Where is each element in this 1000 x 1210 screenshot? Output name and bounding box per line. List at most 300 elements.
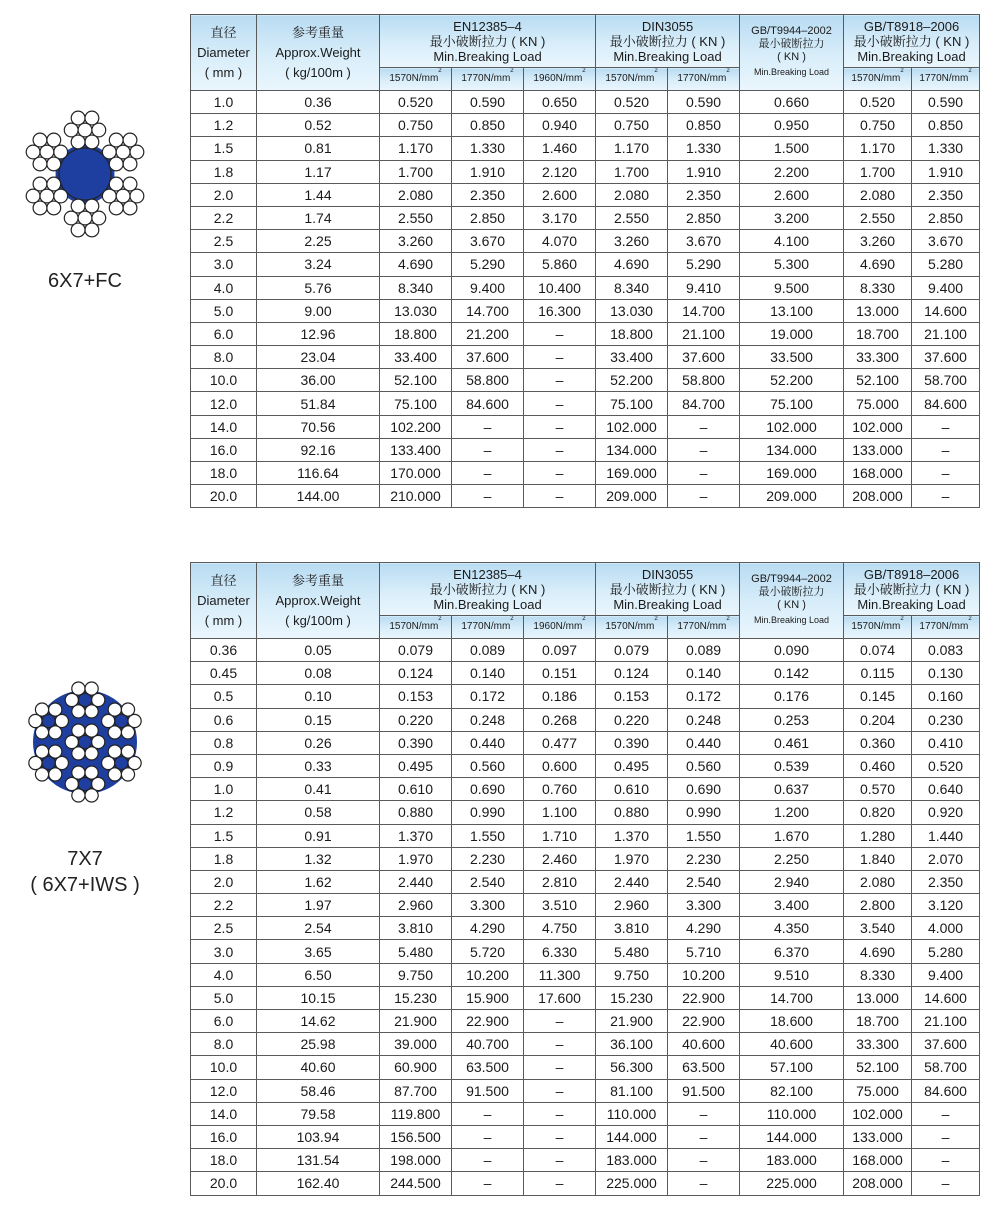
table-cell: – [668, 485, 740, 508]
table-cell: – [668, 438, 740, 461]
table-cell: 70.56 [257, 415, 380, 438]
table-cell: 0.079 [596, 639, 668, 662]
table-cell: 1.280 [844, 824, 912, 847]
table-row [191, 160, 980, 183]
table-cell: 3.65 [257, 940, 380, 963]
table-cell: 20.0 [191, 485, 257, 508]
table-row [191, 462, 980, 485]
table-cell: – [524, 392, 596, 415]
table-cell: 2.230 [452, 847, 524, 870]
table-cell: 1.500 [740, 137, 844, 160]
table-cell: 0.253 [740, 708, 844, 731]
table-row [191, 230, 980, 253]
table-cell: 3.260 [844, 230, 912, 253]
wire-strand-icon [116, 145, 130, 159]
table-cell: 0.990 [668, 801, 740, 824]
table-cell: 0.268 [524, 708, 596, 731]
table-cell: 0.880 [596, 801, 668, 824]
table-row [191, 114, 980, 137]
table-cell: 0.124 [380, 662, 452, 685]
table-cell: 75.100 [596, 392, 668, 415]
header-line: 参考重量 [291, 572, 344, 588]
rope-caption: 6X7+FC [48, 270, 122, 292]
grade-header-g1770 [452, 68, 524, 91]
grade-unit-exponent: 2 [510, 616, 514, 622]
table-row [191, 639, 980, 662]
table-cell: 10.200 [668, 963, 740, 986]
table-cell: 9.400 [452, 276, 524, 299]
table-cell: 82.100 [740, 1079, 844, 1102]
table-cell: – [452, 438, 524, 461]
table-cell: 22.900 [668, 986, 740, 1009]
table-cell: 0.5 [191, 685, 257, 708]
header-line: 直径 [210, 24, 237, 40]
table-cell: 0.560 [452, 754, 524, 777]
table-cell: 9.750 [380, 963, 452, 986]
table-cell: 2.600 [740, 183, 844, 206]
table-cell: 0.91 [257, 824, 380, 847]
table-cell: 33.300 [844, 346, 912, 369]
table-cell: – [524, 1079, 596, 1102]
header-din3055 [596, 15, 740, 68]
table-cell: 0.750 [596, 114, 668, 137]
wire-strand-icon [116, 189, 130, 203]
table-cell: 21.100 [668, 322, 740, 345]
table-cell: 12.0 [191, 392, 257, 415]
core-icon [78, 735, 91, 748]
grade-value: 1770N/mm [677, 621, 727, 632]
table-row [191, 1079, 980, 1102]
table-cell: 0.560 [668, 754, 740, 777]
table-cell: 5.720 [452, 940, 524, 963]
table-cell: 8.330 [844, 963, 912, 986]
header-line: Min.Breaking Load [433, 48, 542, 64]
table-cell: – [668, 1102, 740, 1125]
table-cell: 9.750 [596, 963, 668, 986]
table-cell: 1.0 [191, 91, 257, 114]
header-line: DIN3055 [641, 18, 694, 34]
table-cell: 1.8 [191, 160, 257, 183]
table-cell: 8.0 [191, 346, 257, 369]
table-cell: 0.33 [257, 754, 380, 777]
table-cell: 2.0 [191, 183, 257, 206]
table-cell: 5.0 [191, 986, 257, 1009]
wire-strand-icon [40, 189, 54, 203]
table-cell: 1.330 [912, 137, 980, 160]
table-cell: 0.172 [452, 685, 524, 708]
table-cell: 1.170 [380, 137, 452, 160]
table-cell: 0.186 [524, 685, 596, 708]
table-cell: 225.000 [740, 1172, 844, 1195]
table-cell: 0.230 [912, 708, 980, 731]
header-diameter [191, 15, 257, 91]
table-cell: 133.000 [844, 438, 912, 461]
table-cell: 10.0 [191, 1056, 257, 1079]
table-cell: 33.400 [596, 346, 668, 369]
table-cell: – [524, 1125, 596, 1148]
table-row [191, 485, 980, 508]
table-cell: 2.54 [257, 917, 380, 940]
table-cell: 0.610 [596, 778, 668, 801]
rope-cross-section-6x7fc [0, 104, 170, 294]
table-cell: 198.000 [380, 1149, 452, 1172]
grade-value: 1960N/mm [533, 621, 583, 632]
table-cell: 11.300 [524, 963, 596, 986]
table-cell: 2.960 [596, 894, 668, 917]
table-cell: 14.600 [912, 986, 980, 1009]
table-cell: 169.000 [596, 462, 668, 485]
table-cell: 6.370 [740, 940, 844, 963]
table-cell: 1.62 [257, 870, 380, 893]
table-cell: 1.370 [380, 824, 452, 847]
table-cell: 21.900 [380, 1010, 452, 1033]
grade-header-g1570 [380, 616, 452, 639]
header-line: ( KN ) [777, 599, 806, 611]
table-cell: 2.540 [452, 870, 524, 893]
table-cell: 0.142 [740, 662, 844, 685]
table-cell: 16.300 [524, 299, 596, 322]
table-cell: 4.0 [191, 963, 257, 986]
table-cell: 63.500 [668, 1056, 740, 1079]
table-cell: – [452, 462, 524, 485]
table-cell: – [668, 1172, 740, 1195]
table-cell: 21.200 [452, 322, 524, 345]
table-cell: – [524, 1033, 596, 1056]
table-cell: 40.700 [452, 1033, 524, 1056]
table-cell: 21.900 [596, 1010, 668, 1033]
table-cell: 3.200 [740, 206, 844, 229]
table-cell: 9.400 [912, 963, 980, 986]
header-line: Diameter [197, 44, 250, 60]
grade-header-g1960 [524, 68, 596, 91]
table-cell: 19.000 [740, 322, 844, 345]
rope-cross-section-7x7 [0, 672, 170, 898]
table-cell: 119.800 [380, 1102, 452, 1125]
table-cell: – [912, 438, 980, 461]
table-cell: 0.660 [740, 91, 844, 114]
grade-header-g1770 [668, 68, 740, 91]
table-cell: 1.970 [380, 847, 452, 870]
table-cell: 5.480 [380, 940, 452, 963]
table-cell: 91.500 [668, 1079, 740, 1102]
grade-header-g1770 [452, 616, 524, 639]
table-cell: 0.850 [912, 114, 980, 137]
table-cell: 0.539 [740, 754, 844, 777]
table-cell: 22.900 [668, 1010, 740, 1033]
table-cell: – [524, 369, 596, 392]
table-row [191, 894, 980, 917]
table-cell: 2.350 [668, 183, 740, 206]
table-cell: 4.290 [452, 917, 524, 940]
table-cell: 52.100 [844, 369, 912, 392]
table-cell: 3.670 [912, 230, 980, 253]
table-cell: 169.000 [740, 462, 844, 485]
table-cell: 15.230 [596, 986, 668, 1009]
table-cell: 0.15 [257, 708, 380, 731]
table-cell: 5.76 [257, 276, 380, 299]
table-cell: 134.000 [740, 438, 844, 461]
table-cell: 9.00 [257, 299, 380, 322]
table-cell: – [912, 1149, 980, 1172]
header-line: GB/T8918–2006 [863, 566, 960, 582]
header-line: GB/T9944–2002 [751, 25, 832, 37]
table-cell: 2.810 [524, 870, 596, 893]
table-cell: 81.100 [596, 1079, 668, 1102]
table-cell: 0.26 [257, 731, 380, 754]
header-din3055 [596, 563, 740, 616]
table-cell: 40.600 [668, 1033, 740, 1056]
table-cell: 3.0 [191, 940, 257, 963]
table-cell: 0.10 [257, 685, 380, 708]
table-cell: 0.145 [844, 685, 912, 708]
header-line: Min.Breaking Load [613, 48, 722, 64]
table-cell: 168.000 [844, 462, 912, 485]
table-cell: 0.58 [257, 801, 380, 824]
table-cell: 10.200 [452, 963, 524, 986]
core-icon [78, 777, 91, 790]
table-cell: 0.05 [257, 639, 380, 662]
table-cell: 56.300 [596, 1056, 668, 1079]
table-cell: 25.98 [257, 1033, 380, 1056]
table-cell: 162.40 [257, 1172, 380, 1195]
table-cell: 0.760 [524, 778, 596, 801]
rope-caption-sub: ( 6X7+IWS ) [30, 874, 140, 896]
table-cell: 0.176 [740, 685, 844, 708]
table-cell: 1.200 [740, 801, 844, 824]
table-cell: 209.000 [740, 485, 844, 508]
table-cell: 2.460 [524, 847, 596, 870]
table-cell: 84.600 [452, 392, 524, 415]
rope-caption-main: 7X7 [67, 848, 103, 870]
table-cell: 4.290 [668, 917, 740, 940]
table-cell: 170.000 [380, 462, 452, 485]
table-cell: 0.079 [380, 639, 452, 662]
table-cell: 0.090 [740, 639, 844, 662]
core-icon [78, 693, 91, 706]
table-cell: 8.340 [596, 276, 668, 299]
table-cell: 13.100 [740, 299, 844, 322]
table-cell: 0.248 [452, 708, 524, 731]
table-cell: 1.910 [912, 160, 980, 183]
table-cell: 10.0 [191, 369, 257, 392]
table-cell: 0.36 [257, 91, 380, 114]
table-cell: 2.550 [380, 206, 452, 229]
table-cell: 102.000 [740, 415, 844, 438]
table-cell: 3.260 [380, 230, 452, 253]
table-cell: 52.100 [844, 1056, 912, 1079]
table-cell: 102.200 [380, 415, 452, 438]
table-row [191, 870, 980, 893]
table-cell: 0.950 [740, 114, 844, 137]
grade-value: 1770N/mm [461, 73, 511, 84]
table-cell: 15.900 [452, 986, 524, 1009]
table-cell: 1.32 [257, 847, 380, 870]
table-cell: 3.670 [452, 230, 524, 253]
table-cell: 0.151 [524, 662, 596, 685]
table-cell: 14.700 [740, 986, 844, 1009]
table-cell: 39.000 [380, 1033, 452, 1056]
table-cell: 1.2 [191, 114, 257, 137]
table-cell: – [452, 485, 524, 508]
table-cell: 58.800 [452, 369, 524, 392]
grade-unit-exponent: 2 [968, 616, 972, 622]
table-row [191, 369, 980, 392]
header-line: ( mm ) [204, 612, 243, 628]
table-cell: 9.510 [740, 963, 844, 986]
grade-unit-exponent: 2 [654, 68, 658, 74]
spec-table-6x7fc [190, 14, 980, 508]
table-cell: 3.510 [524, 894, 596, 917]
table-cell: 1.700 [380, 160, 452, 183]
table-cell: 1.910 [452, 160, 524, 183]
grade-header-g1960 [524, 616, 596, 639]
grade-unit-exponent: 2 [900, 616, 904, 622]
table-cell: 134.000 [596, 438, 668, 461]
table-cell: 0.640 [912, 778, 980, 801]
table-cell: 1.74 [257, 206, 380, 229]
table-cell: 0.097 [524, 639, 596, 662]
table-cell: 1.970 [596, 847, 668, 870]
table-cell: 0.850 [452, 114, 524, 137]
table-cell: 0.520 [844, 91, 912, 114]
table-cell: – [452, 1149, 524, 1172]
table-cell: 1.700 [596, 160, 668, 183]
table-cell: 0.074 [844, 639, 912, 662]
table-cell: 9.400 [912, 276, 980, 299]
table-cell: 8.340 [380, 276, 452, 299]
header-row [191, 563, 980, 616]
table-cell: 5.280 [912, 253, 980, 276]
table-cell: 2.540 [668, 870, 740, 893]
table-cell: 1.910 [668, 160, 740, 183]
table-cell: 13.000 [844, 299, 912, 322]
core-icon [115, 714, 128, 727]
table-cell: 84.700 [668, 392, 740, 415]
header-line: 参考重量 [291, 24, 344, 40]
table-cell: 0.153 [380, 685, 452, 708]
table-cell: 3.810 [380, 917, 452, 940]
table-cell: 14.700 [452, 299, 524, 322]
table-cell: – [452, 1172, 524, 1195]
table-cell: 52.200 [596, 369, 668, 392]
table-cell: 1.97 [257, 894, 380, 917]
table-cell: 13.000 [844, 986, 912, 1009]
header-line: Approx.Weight [275, 44, 361, 60]
table-cell: 2.2 [191, 206, 257, 229]
table-cell: 18.700 [844, 322, 912, 345]
table-cell: – [524, 346, 596, 369]
table-cell: 58.800 [668, 369, 740, 392]
table-cell: – [912, 1102, 980, 1125]
table-cell: 10.15 [257, 986, 380, 1009]
table-row [191, 940, 980, 963]
table-cell: 33.300 [844, 1033, 912, 1056]
table-cell: 6.0 [191, 322, 257, 345]
table-cell: 4.690 [844, 253, 912, 276]
table-cell: 0.690 [452, 778, 524, 801]
table-cell: 0.990 [452, 801, 524, 824]
table-cell: 0.610 [380, 778, 452, 801]
header-en12385 [380, 563, 596, 616]
header-line: Min.Breaking Load [613, 596, 722, 612]
table-cell: 8.330 [844, 276, 912, 299]
table-cell: 40.600 [740, 1033, 844, 1056]
table-row [191, 1102, 980, 1125]
core-icon [115, 756, 128, 769]
table-cell: 3.0 [191, 253, 257, 276]
table-cell: 3.670 [668, 230, 740, 253]
table-cell: 2.350 [912, 870, 980, 893]
table-cell: 23.04 [257, 346, 380, 369]
table-cell: 0.440 [668, 731, 740, 754]
table-cell: 58.46 [257, 1079, 380, 1102]
table-cell: 5.860 [524, 253, 596, 276]
table-cell: 9.500 [740, 276, 844, 299]
table-cell: 1.5 [191, 824, 257, 847]
table-cell: 0.08 [257, 662, 380, 685]
header-weight [257, 563, 380, 639]
table-cell: 3.400 [740, 894, 844, 917]
header-diameter [191, 563, 257, 639]
grade-value: 1570N/mm [389, 73, 439, 84]
table-cell: 0.390 [596, 731, 668, 754]
header-line: 最小破断拉力 ( KN ) [853, 33, 970, 49]
table-cell: 5.710 [668, 940, 740, 963]
header-line: 最小破断拉力 ( KN ) [853, 581, 970, 597]
table-cell: 0.220 [596, 708, 668, 731]
table-cell: 4.350 [740, 917, 844, 940]
table-cell: 0.650 [524, 91, 596, 114]
header-line: Approx.Weight [275, 592, 361, 608]
table-cell: – [668, 415, 740, 438]
table-cell: 63.500 [452, 1056, 524, 1079]
table-cell: 0.41 [257, 778, 380, 801]
table-cell: 1.330 [452, 137, 524, 160]
table-cell: 10.400 [524, 276, 596, 299]
table-cell: – [524, 415, 596, 438]
table-cell: 116.64 [257, 462, 380, 485]
grade-value: 1570N/mm [605, 73, 655, 84]
table-cell: 18.600 [740, 1010, 844, 1033]
table-cell: 183.000 [596, 1149, 668, 1172]
table-cell: 2.600 [524, 183, 596, 206]
table-cell: – [452, 1125, 524, 1148]
table-cell: 3.170 [524, 206, 596, 229]
table-cell: 2.960 [380, 894, 452, 917]
table-cell: 0.570 [844, 778, 912, 801]
table-cell: – [452, 415, 524, 438]
table-cell: 208.000 [844, 1172, 912, 1195]
table-cell: 1.550 [452, 824, 524, 847]
table-row [191, 963, 980, 986]
table-cell: 1.700 [844, 160, 912, 183]
table-cell: 0.9 [191, 754, 257, 777]
grade-value: 1770N/mm [677, 73, 727, 84]
header-line: 最小破断拉力 ( KN ) [609, 33, 726, 49]
table-cell: 2.350 [912, 183, 980, 206]
table-row [191, 917, 980, 940]
header-weight [257, 15, 380, 91]
table-cell: 2.850 [912, 206, 980, 229]
core-icon [42, 714, 55, 727]
table-cell: 79.58 [257, 1102, 380, 1125]
table-cell: 2.070 [912, 847, 980, 870]
table-cell: 2.080 [844, 870, 912, 893]
table-cell: 3.24 [257, 253, 380, 276]
table-cell: 102.000 [596, 415, 668, 438]
table-cell: 3.260 [596, 230, 668, 253]
table-cell: 4.000 [912, 917, 980, 940]
